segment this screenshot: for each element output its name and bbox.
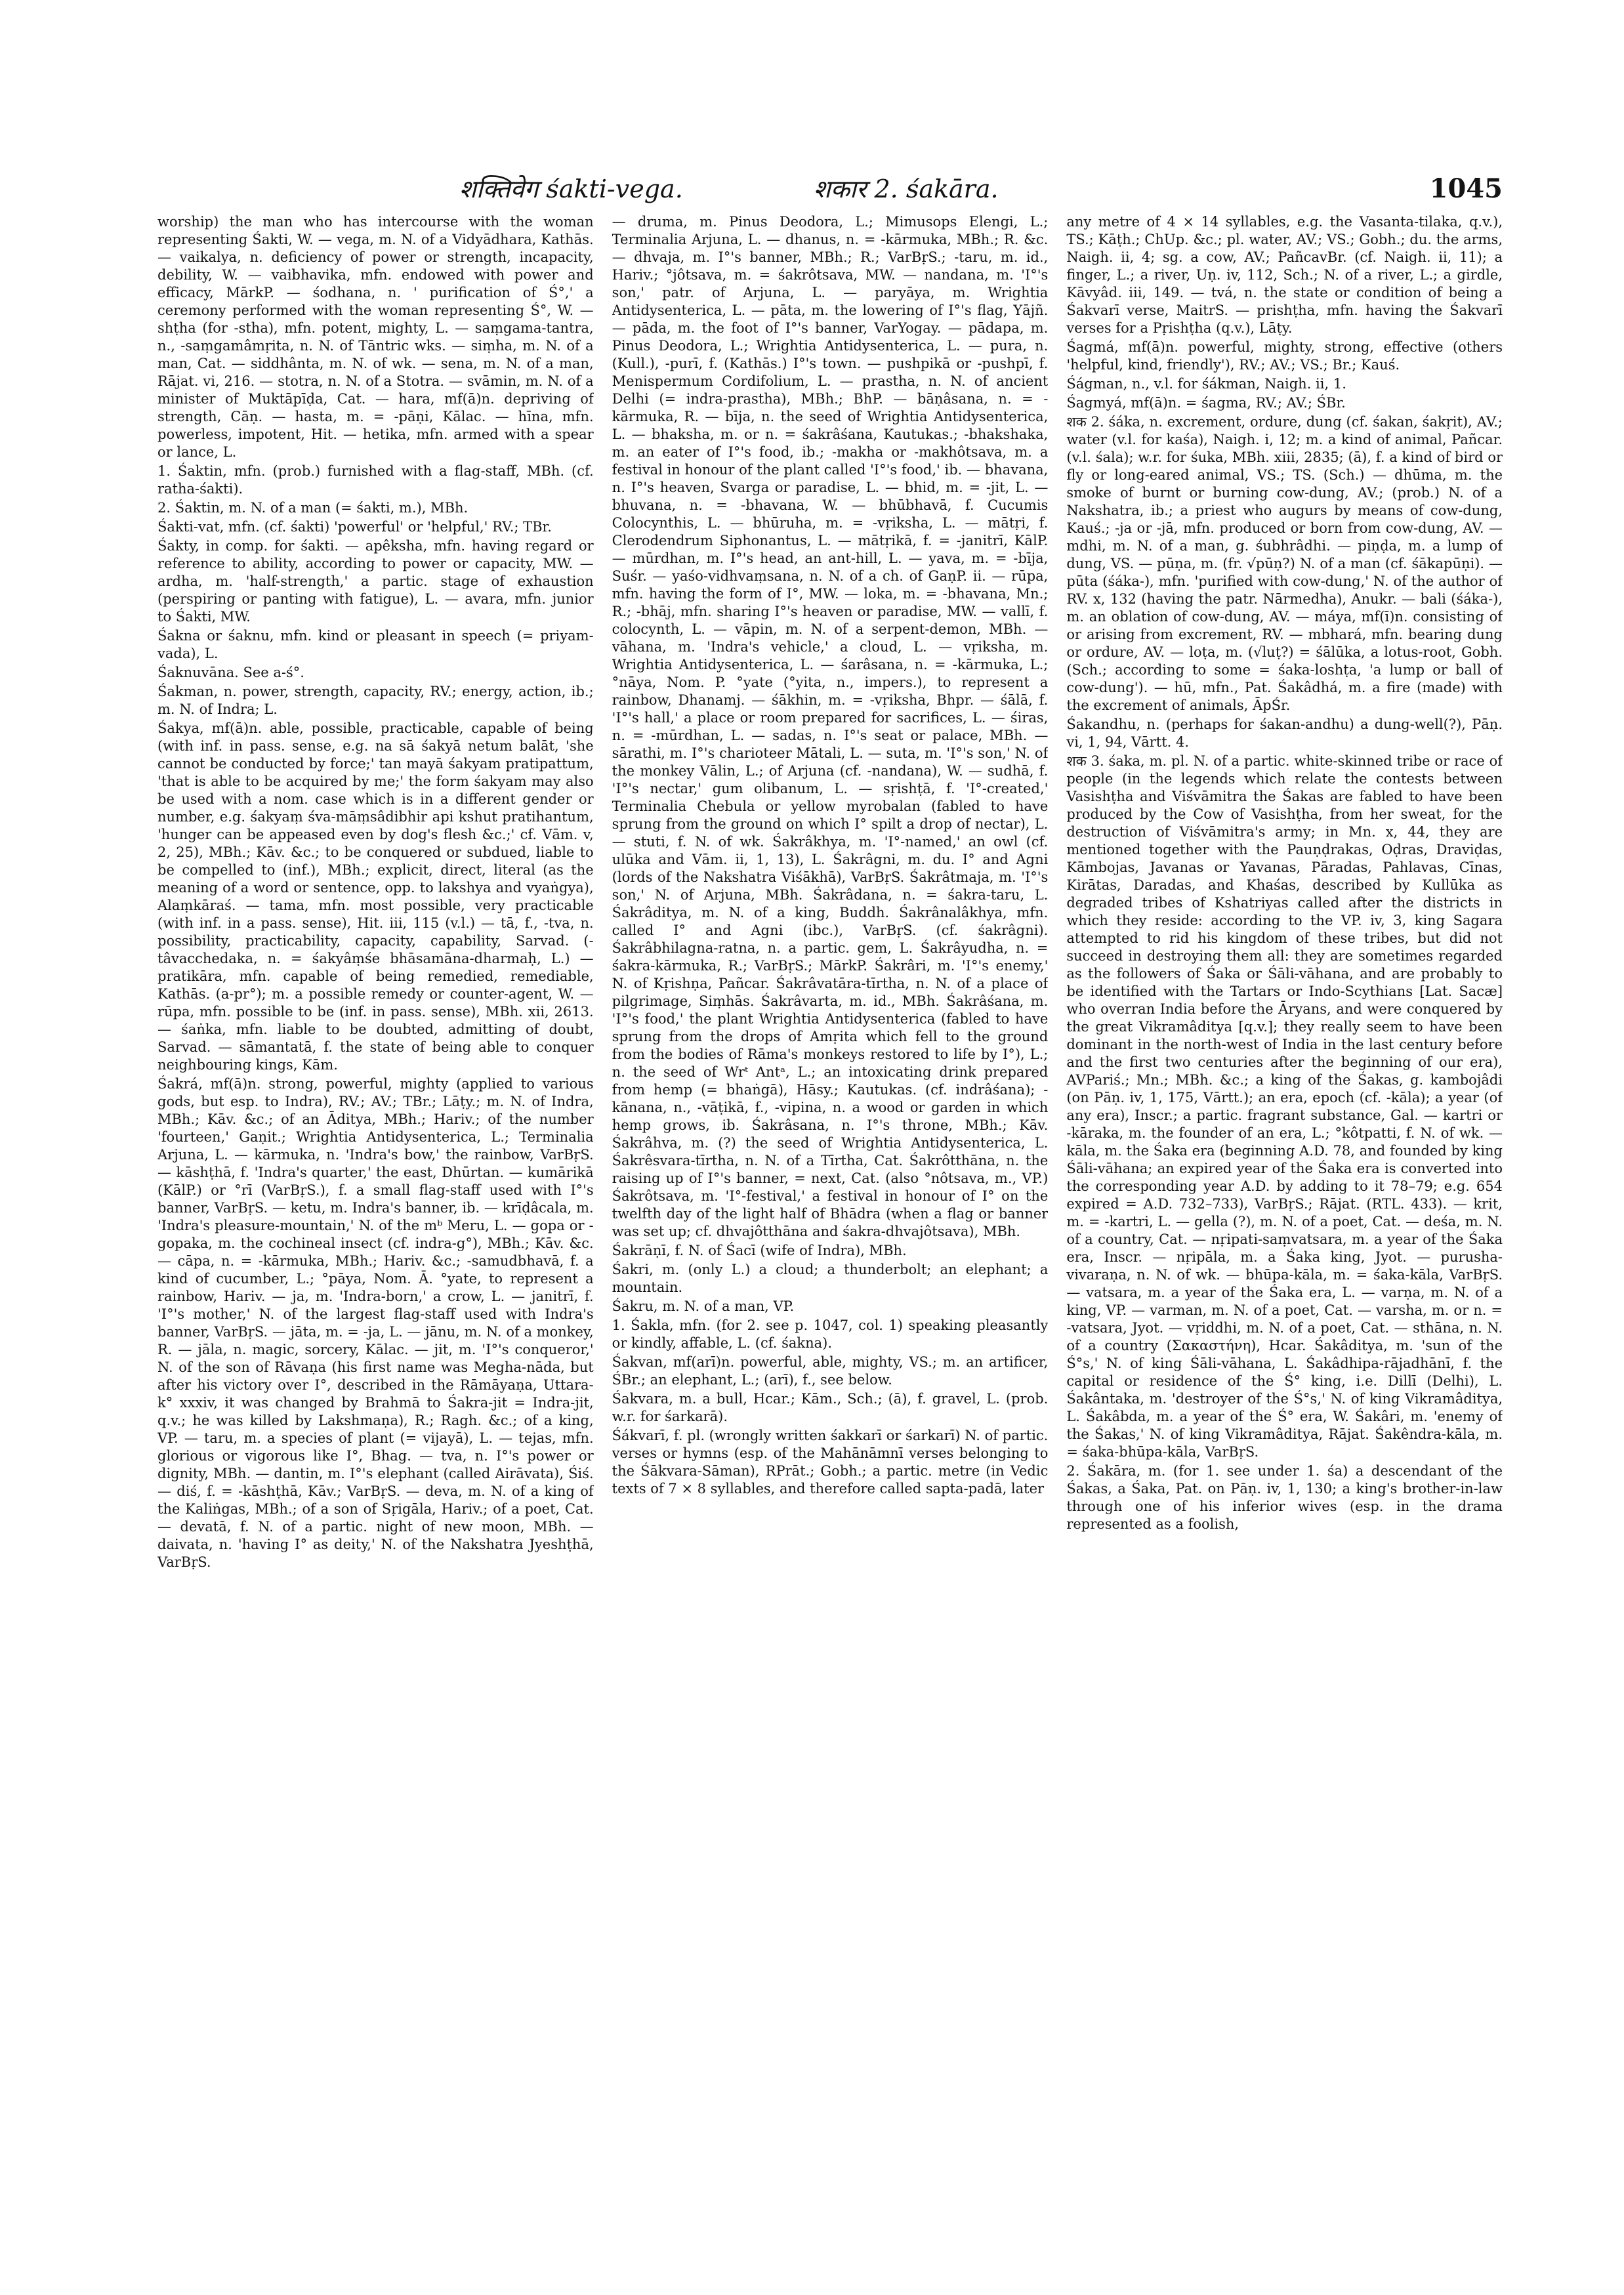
entry: Śakman, n. power, strength, capacity, RV.; energy, action, ib.; m. N. of Indra; L. [157,684,594,717]
entry: शक 2. śáka, n. excrement, ordure, dung (cf. śakan, śakṛit), AV.; water (v.l. for kaśa), Naigh. i, 12; m. a kind of animal, Pañcar. (v.l. śala); w.r. for śuka, MBh. xiii, 2835; (ā), f. a kind of bird or fly or long-eared animal, VS.; TS. (Sch.) — dhūma, m. the smoke of burnt or burning cow-dung, AV.; (prob.) N. of a Nakshatra, ib.; a priest who augurs by means of cow-dung, Kauś.; -ja or -jā, mfn. produced or born from cow-dung, AV. — mdhi, m. N. of a man, g. śubhrâdhi. — piṇḍa, m. a lump of dung, VS. — pūṇa, m. (fr. √pūṇ?) N. of a man (cf. śākapūṇi). — pūta (śáka-), mfn. 'purified with cow-dung,' N. of the author of RV. x, 132 (having the patr. Nārmedha), Anukr. — bali (śáka-), m. an oblation of cow-dung, AV. — máya, mf(ī)n. consisting of or arising from excrement, RV. — mbhará, mfn. bearing dung or ordure, AV. — loṭa, m. (√luṭ?) = śālūka, a lotus-root, Gobh. (Sch.; according to some = śaka-loshṭa, 'a lump or ball of cow-dung'). — hū, mfn., Pat. Śakâdhá, m. a fire (made) with the excrement of animals, ĀpŚr. [1066,414,1503,713]
column-2 [612,213,1049,2247]
entry: Śaknuvāna. See a-ś°. [157,665,304,680]
entry: Śakvan, mf(arī)n. powerful, able, mighty, VS.; m. an artificer, ŚBr.; an elephant, L.; (arī), f., see below. [612,1354,1049,1388]
entry: Śakty, in comp. for śakti. — apêksha, mfn. having regard or reference to ability, according to power or capacity, MW. — ardha, m. 'half-strength,' a partic. stage of exhaustion (perspiring or panting with fatigue), L. — avara, mfn. junior to Śakti, MW. [157,538,594,625]
running-head-left: शक्तिवेग śakti-vega. [459,175,683,203]
page-header [157,169,1503,209]
entry: Śagmyá, mf(ā)n. = śagma, RV.; AV.; ŚBr. [1066,395,1346,411]
entry: — druma, m. Pinus Deodora, L.; Mimusops Elengi, L.; Terminalia Arjuna, L. — dhanus, n. = -kārmuka, MBh.; R. &c. — dhvaja, m. I°'s banner, MBh.; R.; VarBṛS.; -taru, m. id., Hariv.; °jôtsava, m. = śakrôtsava, MW. — nandana, m. 'I°'s son,' patr. of Arjuna, L. — paryāya, m. Wrightia Antidysenterica, L. — pāta, m. the lowering of I°'s flag, Yājñ. — pāda, m. the foot of I°'s banner, VarYogay. — pādapa, m. Pinus Deodora, L.; Wrightia Antidysenterica, L. — pura, n. (Kull.), -purī, f. (Kathās.) I°'s town. — pushpikā or -pushpī, f. Menispermum Cordifolium, L. — prastha, n. N. of ancient Delhi (= indra-prastha), MBh.; BhP. — bāṇâsana, n. = -kārmuka, R. — bīja, n. the seed of Wrightia Antidysenterica, L. — bhaksha, m. or n. = śakrâśana, Kautukas.; -bhakshaka, m. an eater of I°'s food, ib.; -makha or -makhôtsava, m. a festival in honour of the plant called 'I°'s food,' ib. — bhavana, n. I°'s heaven, Svarga or paradise, L. — bhid, m. = -jit, L. — bhuvana, n. = -bhavana, W. — bhūbhavā, f. Cucumis Colocynthis, L. — bhūruha, m. = -vṛiksha, L. — mātṛi, f. Clerodendrum Siphonantus, L. — mātṛikā, f. = -janitrī, KālP. — mūrdhan, m. I°'s head, an ant-hill, L. — yava, m. = -bīja, Suśr. — yaśo-vidhvaṃsana, n. N. of a ch. of GaṇP. ii. — rūpa, mfn. having the form of I°, MW. — loka, m. = -bhavana, Mn.; R.; -bhāj, mfn. sharing I°'s heaven or paradise, MW. — vallī, f. colocynth, L. — vāpin, m. N. of a serpent-demon, MBh. — vāhana, m. 'Indra's vehicle,' a cloud, L. — vṛiksha, m. Wrightia Antidysenterica, L. — śarâsana, n. = -kārmuka, L.; °nāya, Nom. P. °yate (°yita, n., impers.), to represent a rainbow, Dhanamj. — śākhin, m. = -vṛiksha, Bhpr. — śālā, f. 'I°'s hall,' a place or room prepared for sacrifices, L. — śiras, n. = -mūrdhan, L. — sadas, n. I°'s seat or palace, MBh. — sārathi, m. I°'s charioteer Mātali, L. — suta, m. 'I°'s son,' N. of the monkey Vālin, L.; of Arjuna (cf. -nandana), W. — sudhā, f. 'I°'s nectar,' gum olibanum, L. — sṛishṭā, f. 'I°-created,' Terminalia Chebula or yellow myrobalan (fabled to have sprung from the ground on which I° spilt a drop of nectar), L. — stuti, f. N. of wk. Śakrâkhya, m. 'I°-named,' an owl (cf. ulūka and Vām. ii, 1, 13), L. Śakrâgni, m. du. I° and Agni (lords of the Nakshatra Viśākhā), VarBṛS. Śakrâtmaja, m. 'I°'s son,' N. of Arjuna, MBh. Śakrâdana, n. = śakra-taru, L. Śakrâditya, m. N. of a king, Buddh. Śakrânalâkhya, mfn. called I° and Agni (ibc.), VarBṛS. (cf. śakrâgni). Śakrâbhilagna-ratna, n. a partic. gem, L. Śakrâyudha, n. = śakra-kārmuka, R.; VarBṛS.; MārkP. Śakrâri, m. 'I°'s enemy,' N. of Kṛishṇa, Pañcar. Śakrâvatāra-tīrtha, n. N. of a place of pilgrimage, Siṃhās. Śakrâvarta, m. id., MBh. Śakrâśana, m. 'I°'s food,' the plant Wrightia Antidysenterica (fabled to have sprung from the drops of Amṛita which fell to the ground from the bodies of Rāma's monkeys restored to life by I°), L.; n. the seed of Wrᵗ Antᵃ, L.; an intoxicating drink prepared from hemp (= bhaṅgā), Hāsy.; Kautukas. (cf. indrâśana); -kānana, n., -vāṭikā, f., -vipina, n. a wood or garden in which hemp grows, ib. Śakrâsana, n. I°'s throne, MBh.; Kāv. Śakrâhva, m. (?) the seed of Wrightia Antidysenterica, L. Śakrêsvara-tīrtha, n. N. of a Tīrtha, Cat. Śakrôtthāna, n. the raising up of I°'s banner, = next, Cat. (also °nôtsava, m., VP.) Śakrôtsava, m. 'I°-festival,' a festival in honour of I° on the twelfth day of the light half of Bhādra (when a flag or banner was set up; cf. dhvajôtthāna and śakra-dhvajôtsava), MBh. [612,214,1049,1239]
entry: 1. Śaktin, mfn. (prob.) furnished with a flag-staff, MBh. (cf. ratha-śakti). [157,463,594,497]
entry: Śakti-vat, mfn. (cf. śakti) 'powerful' or 'helpful,' RV.; TBr. [157,519,552,535]
entry: Śágman, n., v.l. for śákman, Naigh. ii, 1. [1066,376,1346,392]
entry: Śakandhu, n. (perhaps for śakan-andhu) a dung-well(?), Pāṇ. vi, 1, 94, Vārtt. 4. [1066,716,1503,750]
page-number: 1045 [1429,173,1503,204]
entry: Śagmá, mf(ā)n. powerful, mighty, strong, effective (others 'helpful, kind, friendly'), RV.; AV.; VS.; Br.; Kauś. [1066,339,1503,373]
dictionary-columns [157,213,1503,2247]
running-head-center: शकार 2. śakāra. [814,175,999,203]
entry: Śakrāṇī, f. N. of Śacī (wife of Indra), MBh. [612,1243,907,1258]
entry: Śákvarī, f. pl. (wrongly written śakkarī or śarkarī) N. of partic. verses or hymns (esp. of the Mahānāmnī verses belonging to the Śākvara-Sāman), RPrāt.; Gobh.; a partic. metre (in Vedic texts of 7 × 8 syllables, and therefore called sapta-padā, later [612,1428,1049,1497]
entry: any metre of 4 × 14 syllables, e.g. the Vasanta-tilaka, q.v.), TS.; Kāṭh.; ChUp. &c.; pl. water, AV.; VS.; Gobh.; du. the arms, Naigh. ii, 4; sg. a cow, AV.; PañcavBr. (cf. Naigh. ii, 11); a finger, L.; a river, Uṇ. iv, 112, Sch.; N. of a river, L.; a girdle, Kāvyâd. iii, 149. — tvá, n. the state or condition of being a Śakvarī verse, MaitrS. — prishṭha, mfn. having the Śakvarī verses for a Pṛishṭha (q.v.), Lāṭy. [1066,214,1503,336]
entry: 2. Śaktin, m. N. of a man (= śakti, m.), MBh. [157,500,468,516]
entry: Śakvara, m. a bull, Hcar.; Kām., Sch.; (ā), f. gravel, L. (prob. w.r. for śarkarā). [612,1391,1049,1424]
entry: 2. Śakāra, m. (for 1. see under 1. śa) a descendant of the Śakas, a Śaka, Pat. on Pāṇ. iv, 1, 130; a king's brother-in-law through one of his inferior wives (esp. in the drama represented as a foolish, [1066,1463,1503,1532]
entry: Śakya, mf(ā)n. able, possible, practicable, capable of being (with inf. in pass. sense, e.g. na sā śakyā netum balāt, 'she cannot be conducted by force;' tan mayā śakyam pratipattum, 'that is able to be acquired by me;' the form śakyam may also be used with a nom. case which is in a different gender or number, e.g. śakyaṃ śva-māṃsâdibhir api kshut pratihantum, 'hunger can be appeased even by dog's flesh &c.;' cf. Vām. v, 2, 25), MBh.; Kāv. &c.; to be conquered or subdued, liable to be compelled to (inf.), MBh.; explicit, direct, literal (as the meaning of a word or sentence, opp. to lakshya and vyaṅgya), Alaṃkāraś. — tama, mfn. most possible, very practicable (with inf. in a pass. sense), Hit. iii, 115 (v.l.) — tā, f., -tva, n. possibility, practicability, capacity, capability, Sarvad. (-tâvacchedaka, n. = śakyâṃśe bhāsamāna-dharmaḥ, L.) — pratikāra, mfn. capable of being remedied, remediable, Kathās. (a-pr°); m. a possible remedy or counter-agent, W. — rūpa, mfn. possible to be (inf. in pass. sense), MBh. xii, 2613. — śaṅka, mfn. liable to be doubted, admitting of doubt, Sarvad. — sāmantatā, f. the state of being able to conquer neighbouring kings, Kām. [157,720,594,1073]
column-3 [1066,213,1503,2247]
entry: शक 3. śaka, m. pl. N. of a partic. white-skinned tribe or race of people (in the legends which relate the contests between Vasishṭha and Viśvāmitra the Śakas are fabled to have been produced by the Cow of Vasishṭha, from her sweat, for the destruction of Viśvāmitra's army; in Mn. x, 44, they are mentioned together with the Pauṇḍrakas, Oḍras, Draviḍas, Kāmbojas, Javanas or Yavanas, Pāradas, Pahlavas, Cīnas, Kirātas, Daradas, and Khaśas, described by Kullūka as degraded tribes of Kshatriyas called after the districts in which they reside: according to the VP. iv, 3, king Sagara attempted to rid his kingdom of these tribes, but did not succeed in destroying them all: they are sometimes regarded as the followers of Śaka or Śāli-vāhana, and are probably to be identified with the Tartars or Indo-Scythians [Lat. Sacæ] who overran India before the Āryans, and were conquered by the great Vikramâditya [q.v.]; they really seem to have been dominant in the north-west of India in the last century before and the first two centuries after the beginning of our era), AVPariś.; Mn.; MBh. &c.; a king of the Śakas, g. kambojâdi (on Pāṇ. iv, 1, 175, Vārtt.); an era, epoch (cf. -kāla); a year (of any era), Inscr.; a partic. fragrant substance, Gal. — kartri or -kāraka, m. the founder of an era, L.; °kôtpatti, f. N. of wk. — kāla, m. the Śaka era (beginning A.D. 78, and founded by king Śāli-vāhana; an expired year of the Śaka era is converted into the corresponding year A.D. by adding to it 78–79; e.g. 654 expired = A.D. 732–733), VarBṛS.; Rājat. (RTL. 433). — krit, m. = -kartri, L. — gella (?), m. N. of a poet, Cat. — deśa, m. N. of a country, Cat. — nṛipati-saṃvatsara, m. a year of the Śaka era, Inscr. — nṛipāla, m. a Śaka king, Jyot. — purusha-vivaraṇa, n. N. of wk. — bhūpa-kāla, m. = śaka-kāla, VarBṛS. — vatsara, m. a year of the Śaka era, L. — varṇa, m. N. of a king, VP. — varman, m. N. of a poet, Cat. — varsha, m. or n. = -vatsara, Jyot. — vṛiddhi, m. N. of a poet, Cat. — sthāna, n. N. of a country (Σακαστήνη), Hcar. Śakâditya, m. 'sun of the Ś°s,' N. of king Śāli-vāhana, L. Śakâdhipa-rājadhānī, f. the capital or residence of the Ś° king, i.e. Dillī (Delhi), L. Śakântaka, m. 'destroyer of the Ś°s,' N. of king Vikramâditya, L. Śakâbda, m. a year of the Ś° era, W. Śakâri, m. 'enemy of the Śakas,' N. of king Vikramâditya, Rājat. Śakêndra-kāla, m. = śaka-bhūpa-kāla, VarBṛS. [1066,753,1503,1460]
entry: Śakrá, mf(ā)n. strong, powerful, mighty (applied to various gods, but esp. to Indra), RV.; AV.; TBr.; Lāṭy.; m. N. of Indra, MBh.; Kāv. &c.; of an Āditya, MBh.; Hariv.; of the number 'fourteen,' Gaṇit.; Wrightia Antidysenterica, L.; Terminalia Arjuna, L. — kārmuka, n. 'Indra's bow,' the rainbow, VarBṛS. — kāshṭhā, f. 'Indra's quarter,' the east, Dhūrtan. — kumārikā (KālP.) or °rī (VarBṛS.), f. a small flag-staff used with I°'s banner, VarBṛS. — ketu, m. Indra's banner, ib. — krīḍâcala, m. 'Indra's pleasure-mountain,' N. of the mᵇ Meru, L. — gopa or -gopaka, m. the cochineal insect (cf. indra-g°), MBh.; Kāv. &c. — cāpa, n. = -kārmuka, MBh.; Hariv. &c.; -samudbhavā, f. a kind of cucumber, L.; °pāya, Nom. Ā. °yate, to represent a rainbow, Hariv. — ja, m. 'Indra-born,' a crow, L. — janitrī, f. 'I°'s mother,' N. of the largest flag-staff used with Indra's banner, VarBṛS. — jāta, m. = -ja, L. — jānu, m. N. of a monkey, R. — jāla, n. magic, sorcery, Kālac. — jit, m. 'I°'s conqueror,' N. of the son of Rāvaṇa (his first name was Megha-nāda, but after his victory over I°, described in the Rāmāyaṇa, Uttara-k° xxxiv, it was changed by Brahmā to Śakra-jit = Indra-jit, q.v.; he was killed by Lakshmaṇa), R.; Ragh. &c.; of a king, VP. — taru, m. a species of plant (= vijayā), L. — tejas, mfn. glorious or vigorous like I°, Bhag. — tva, n. I°'s power or dignity, MBh. — dantin, m. I°'s elephant (called Airāvata), Śiś. — diś, f. = -kāshṭhā, Kāv.; VarBṛS. — deva, m. N. of a king of the Kaliṅgas, MBh.; of a son of Sṛigāla, Hariv.; of a poet, Cat. — devatā, f. N. of a partic. night of new moon, MBh. — daivata, n. 'having I° as deity,' N. of the Nakshatra Jyeshṭhā, VarBṛS. [157,1076,594,1570]
entry: 1. Śakla, mfn. (for 2. see p. 1047, col. 1) speaking pleasantly or kindly, affable, L. (cf. śakna). [612,1317,1049,1351]
entry: Śakri, m. (only L.) a cloud; a thunderbolt; an elephant; a mountain. [612,1262,1049,1295]
entry: Śakna or śaknu, mfn. kind or pleasant in speech (= priyam-vada), L. [157,628,594,661]
entry: Śakru, m. N. of a man, VP. [612,1298,795,1314]
column-1 [157,213,594,2247]
entry: worship) the man who has intercourse with the woman representing Śakti, W. — vega, m. N. of a Vidyādhara, Kathās. — vaikalya, n. deficiency of power or strength, incapacity, debility, W. — vaibhavika, mfn. endowed with power and efficacy, MārkP. — śodhana, n. ' purification of Ś°,' a ceremony performed with the woman representing Ś°, W. — shṭha (for -stha), mfn. potent, mighty, L. — saṃgama-tantra, n., -saṃgamâmṛita, n. N. of Tāntric wks. — siṃha, m. N. of a man, Cat. — siddhânta, m. N. of wk. — sena, m. N. of a man, Rājat. vi, 216. — stotra, n. N. of a Stotra. — svāmin, m. N. of a minister of Muktāpīḍa, Cat. — hara, mf(ā)n. depriving of strength, Cāṇ. — hasta, m. = -pāṇi, Kālac. — hīna, mfn. powerless, impotent, Hit. — hetika, mfn. armed with a spear or lance, L. [157,214,594,460]
